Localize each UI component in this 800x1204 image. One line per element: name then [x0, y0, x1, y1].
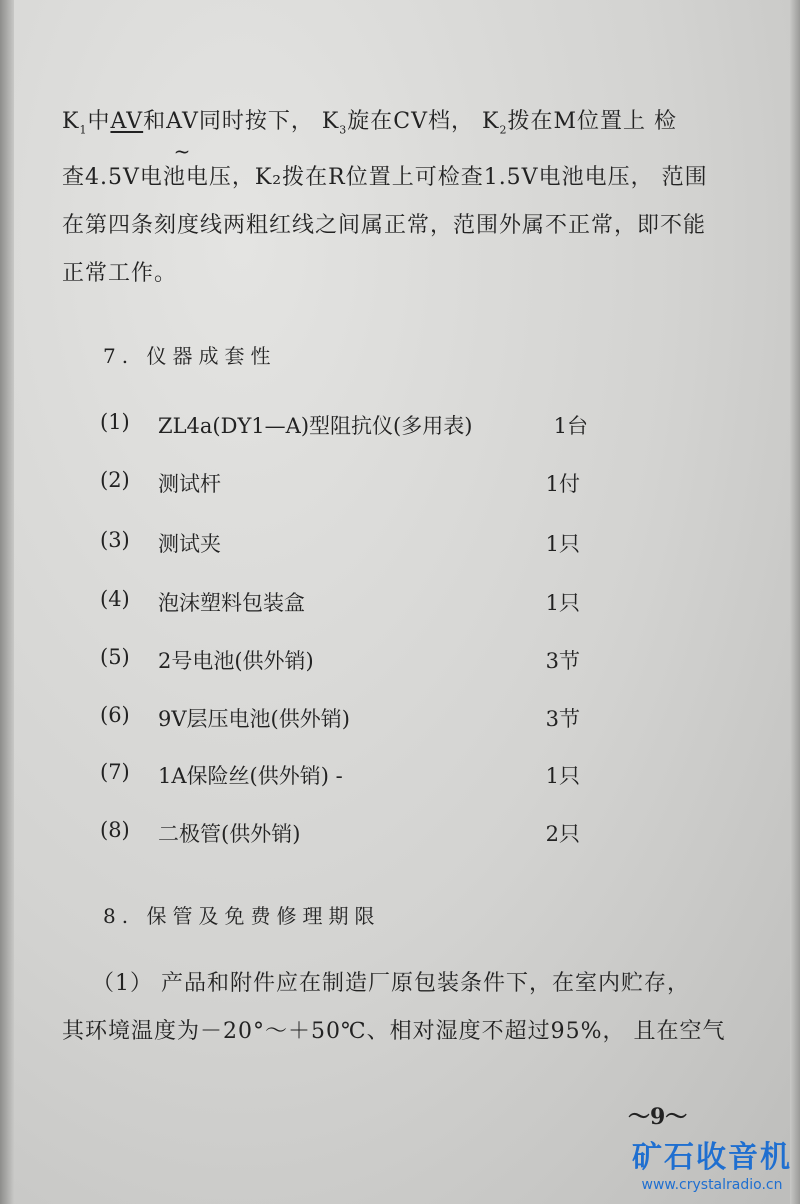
item-number: (4)	[100, 587, 130, 611]
k1-label: K	[62, 109, 80, 134]
item-quantity: 1只	[545, 764, 580, 788]
k2-subscript: 2	[499, 123, 508, 137]
section-8-line-1: （1） 产品和附件应在制造厂原包装条件下，在室内贮存，	[92, 971, 690, 996]
av-underlined: AV	[110, 109, 144, 134]
item-quantity: 3节	[545, 707, 580, 731]
text-mid: 中	[87, 109, 111, 134]
item-quantity: 1付	[545, 472, 580, 496]
intro-paragraph	[62, 98, 722, 298]
section-8-title: 8. 保管及免费修理期限	[103, 904, 381, 928]
item-name: 二极管(供外销)	[158, 822, 301, 846]
av-tilde: AV ~	[166, 109, 199, 134]
item-quantity: 1只	[545, 591, 580, 615]
k3-subscript: 3	[339, 123, 348, 137]
intro-line-4: 正常工作。	[62, 261, 178, 287]
item-number: (2)	[100, 468, 130, 492]
item-number: (1)	[100, 410, 130, 434]
list-item	[100, 528, 580, 558]
text-rest-a: 同时按下， K	[198, 109, 340, 134]
item-quantity: 3节	[545, 649, 580, 673]
item-name: 1A保险丝(供外销) -	[158, 764, 343, 788]
list-item	[100, 818, 580, 848]
section-7-title: 7. 仪器成套性	[103, 344, 277, 368]
list-item	[100, 645, 580, 675]
page-right-edge	[790, 0, 800, 1204]
intro-line-3: 在第四条刻度线两粗红线之间属正常，范围外属不正常，即不能	[62, 213, 707, 239]
list-item	[100, 410, 588, 440]
page-number: ～9～	[628, 1104, 688, 1130]
list-item	[100, 760, 580, 790]
item-number: (5)	[100, 645, 130, 669]
item-name: 泡沫塑料包装盒	[158, 591, 305, 615]
item-number: (3)	[100, 528, 130, 552]
text-rest-b: 旋在CV档， K	[347, 109, 500, 134]
list-item	[100, 468, 580, 498]
watermark-url: www.crystalradio.cn	[641, 1177, 783, 1193]
section-8-line-2: 其环境温度为－20°～＋50℃、相对湿度不超过95%， 且在空气	[62, 1019, 726, 1044]
item-number: (8)	[100, 818, 130, 842]
item-name: ZL4a(DY1—A)型阻抗仪(多用表)	[158, 414, 473, 438]
intro-line-2: 查4.5V电池电压，K₂拨在R位置上可检查1.5V电池电压， 范围	[62, 165, 708, 191]
list-item	[100, 703, 580, 733]
list-item	[100, 587, 580, 617]
item-quantity: 1只	[545, 532, 580, 556]
text-rest-c: 拨在M位置上 检	[507, 109, 677, 134]
item-quantity: 1台	[553, 414, 588, 438]
intro-line-1	[62, 98, 722, 154]
item-name: 2号电池(供外销)	[158, 649, 314, 673]
watermark-title: 矿石收音机	[632, 1140, 792, 1175]
item-name: 9V层压电池(供外销)	[158, 707, 350, 731]
section-8-paragraph	[62, 960, 726, 1056]
item-number: (6)	[100, 703, 130, 727]
item-name: 测试夹	[158, 532, 221, 556]
item-name: 测试杆	[158, 472, 221, 496]
watermark-logo	[632, 1140, 792, 1198]
page-left-edge	[0, 0, 14, 1204]
k1-subscript: 1	[79, 123, 88, 137]
item-number: (7)	[100, 760, 130, 784]
text-and: 和	[143, 109, 167, 134]
item-quantity: 2只	[545, 822, 580, 846]
